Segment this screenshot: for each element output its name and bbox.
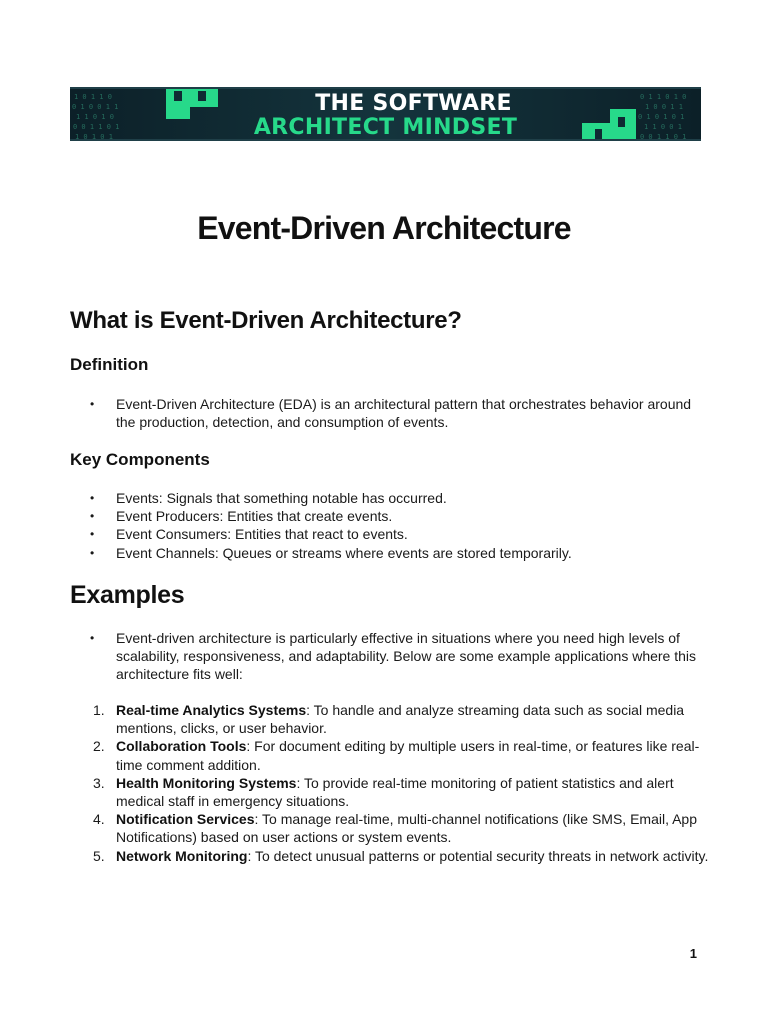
svg-text:1 0 1 0 1: 1 0 1 0 1 <box>75 133 113 141</box>
numbered-list-item <box>70 737 710 773</box>
svg-text:1 0 1 1 0: 1 0 1 1 0 <box>74 93 112 101</box>
definition-list <box>70 395 710 431</box>
list-item <box>70 525 710 543</box>
list-item-text: Event Consumers: Entities that react to events. <box>116 526 408 543</box>
list-number: 4. <box>93 811 105 828</box>
list-item <box>70 489 710 507</box>
svg-text:0 0 1 1 0 1: 0 0 1 1 0 1 <box>640 133 687 141</box>
examples-numbered-list <box>70 701 710 865</box>
list-item <box>70 629 710 684</box>
numbered-list-item <box>70 847 710 865</box>
list-item-text: Event-driven architecture is particularly effective in situations where you need high levels of scalability, responsiveness, and adaptability. Below are some example applications where this architecture fits well: <box>116 630 697 683</box>
example-term: Network Monitoring <box>116 847 248 864</box>
list-number: 3. <box>93 774 105 791</box>
list-item <box>70 395 710 431</box>
svg-text:1 1 0 1 0: 1 1 0 1 0 <box>76 113 114 121</box>
list-number: 5. <box>93 847 105 864</box>
subheading-key-components: Key Components <box>70 450 210 469</box>
svg-text:0 1 0 1 0 1: 0 1 0 1 0 1 <box>638 113 685 121</box>
list-item-text: Event Channels: Queues or streams where events are stored temporarily. <box>116 544 572 561</box>
document-title: Event-Driven Architecture <box>197 210 571 246</box>
numbered-list-item <box>70 810 710 846</box>
section-heading-examples: Examples <box>70 581 185 609</box>
section-heading-what-is-eda: What is Event-Driven Architecture? <box>70 307 462 334</box>
example-description: : For document editing by multiple users in real-time, or features like real-time comment addition. <box>116 738 700 773</box>
example-description: : To handle and analyze streaming data such as social media mentions, clicks, or user behavior. <box>116 702 685 737</box>
svg-text:1 0 0 1 1: 1 0 0 1 1 <box>645 103 683 111</box>
key-components-list <box>70 489 710 562</box>
numbered-list-item <box>70 701 710 737</box>
example-term: Notification Services <box>116 811 255 828</box>
example-description: : To manage real-time, multi-channel notifications (like SMS, Email, App Notifications) based on user actions or system events. <box>116 811 697 846</box>
list-item <box>70 544 710 562</box>
list-number: 1. <box>93 702 105 718</box>
bullet-icon: • <box>90 631 95 645</box>
svg-text:0 0 1 1 0 1: 0 0 1 1 0 1 <box>73 123 120 131</box>
list-item-text: Event-Driven Architecture (EDA) is an architectural pattern that orchestrates behavior around the production, detection, and consumption of events. <box>116 396 692 431</box>
numbered-list-item <box>70 774 710 810</box>
list-item <box>70 507 710 525</box>
svg-text:0 1 1 0 1 0: 0 1 1 0 1 0 <box>640 93 687 101</box>
banner-title-line2: ARCHITECT MINDSET <box>253 115 518 140</box>
example-description: : To provide real-time monitoring of patient statistics and alert medical staff in emergency situations. <box>116 774 674 810</box>
bullet-icon: • <box>90 527 95 542</box>
banner-title-line1: THE SOFTWARE <box>315 91 512 116</box>
example-term: Collaboration Tools <box>116 738 247 755</box>
list-number: 2. <box>93 738 105 755</box>
bullet-icon: • <box>90 509 95 524</box>
header-banner <box>70 87 701 141</box>
example-term: Real-time Analytics Systems <box>116 702 307 718</box>
list-item-text: Events: Signals that something notable has occurred. <box>116 490 447 506</box>
svg-text:0 1 0 0 1 1: 0 1 0 0 1 1 <box>72 103 119 111</box>
svg-text:1 1 0 0 1: 1 1 0 0 1 <box>644 123 682 131</box>
list-item-text: Event Producers: Entities that create events. <box>116 508 393 525</box>
bullet-icon: • <box>90 397 95 411</box>
bullet-icon: • <box>90 545 95 560</box>
subheading-definition: Definition <box>70 355 149 374</box>
bullet-icon: • <box>90 491 95 505</box>
example-description: : To detect unusual patterns or potential security threats in network activity. <box>247 847 709 864</box>
examples-intro-list <box>70 629 710 684</box>
example-term: Health Monitoring Systems <box>116 774 297 791</box>
page-number: 1 <box>689 946 697 961</box>
